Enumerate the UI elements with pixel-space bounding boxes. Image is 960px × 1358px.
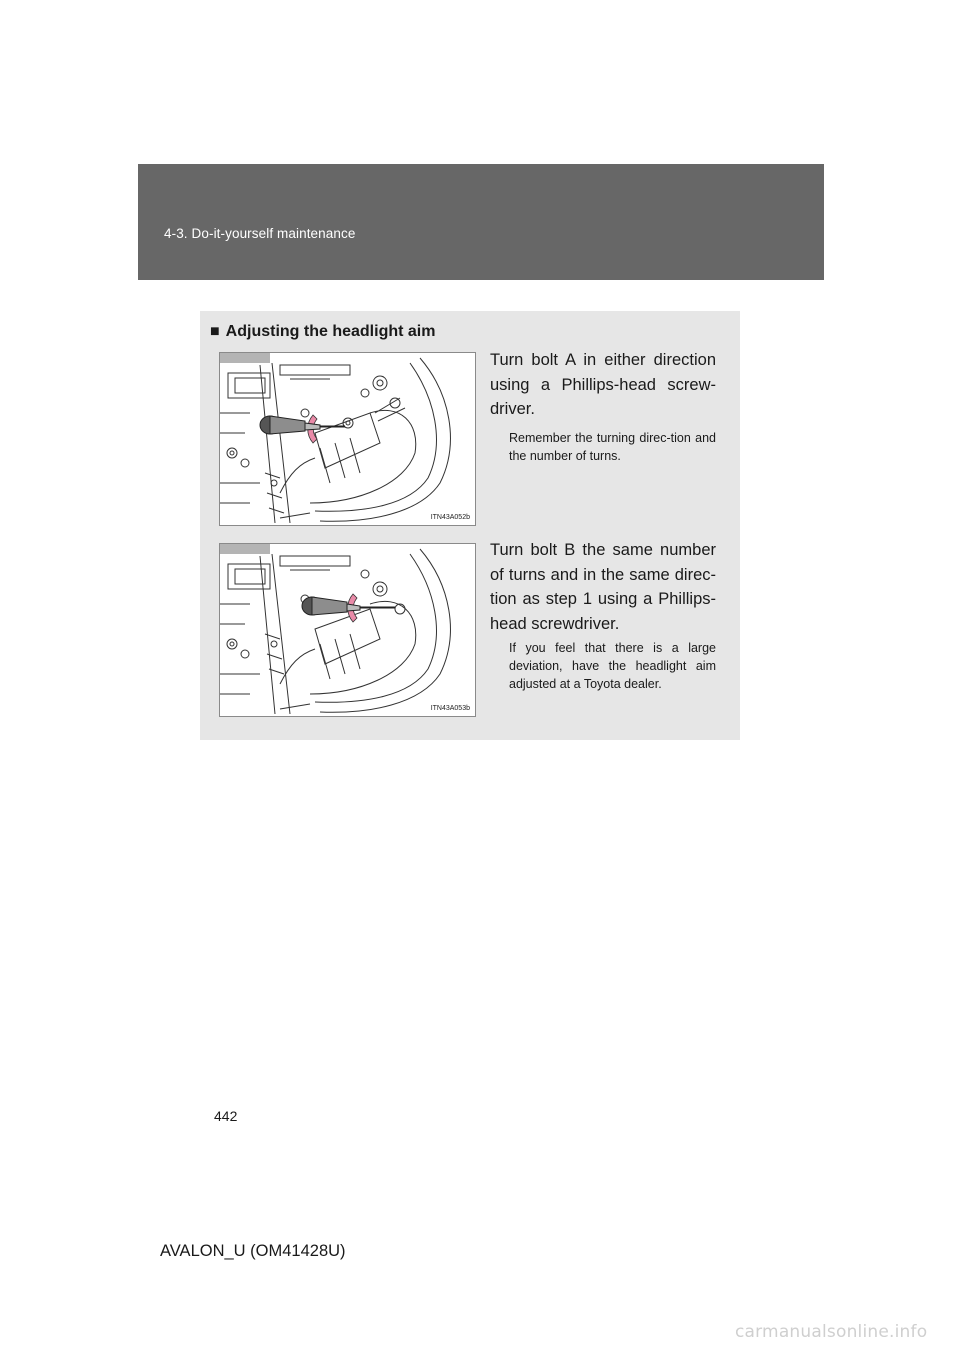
panel-heading	[210, 323, 435, 341]
step-1-instruction: Turn bolt A in either direction using a Phillips-head screw-driver.	[490, 351, 716, 418]
figure-code: ITN43A053b	[430, 705, 470, 712]
watermark-text: carmanualsonline.info	[735, 1322, 928, 1342]
figure-tab	[220, 544, 270, 554]
figure-code: ITN43A052b	[430, 514, 470, 521]
headlight-illustration-bolt-a	[219, 352, 476, 526]
step-2-instruction: Turn bolt B the same number of turns and in the same direc-tion as step 1 using a Phillips-head screwdriver.	[490, 541, 716, 633]
square-bullet-icon: ■	[210, 323, 220, 340]
step-1-note: Remember the turning direc-tion and the number of turns.	[509, 431, 716, 463]
panel-heading-text: Adjusting the headlight aim	[225, 323, 436, 340]
page-number: 442	[214, 1108, 238, 1124]
section-title: 4-3. Do-it-yourself maintenance	[164, 226, 356, 241]
figure-tab	[220, 353, 270, 363]
headlight-aim-panel	[200, 311, 740, 740]
step-2-note: If you feel that there is a large deviation, have the headlight aim adjusted at a Toyota dealer.	[509, 641, 716, 691]
headlight-bolt-b-drawing	[220, 544, 475, 716]
headlight-illustration-bolt-b	[219, 543, 476, 717]
headlight-bolt-a-drawing	[220, 353, 475, 525]
manual-model-code: AVALON_U (OM41428U)	[160, 1242, 346, 1260]
header-band	[138, 164, 824, 280]
